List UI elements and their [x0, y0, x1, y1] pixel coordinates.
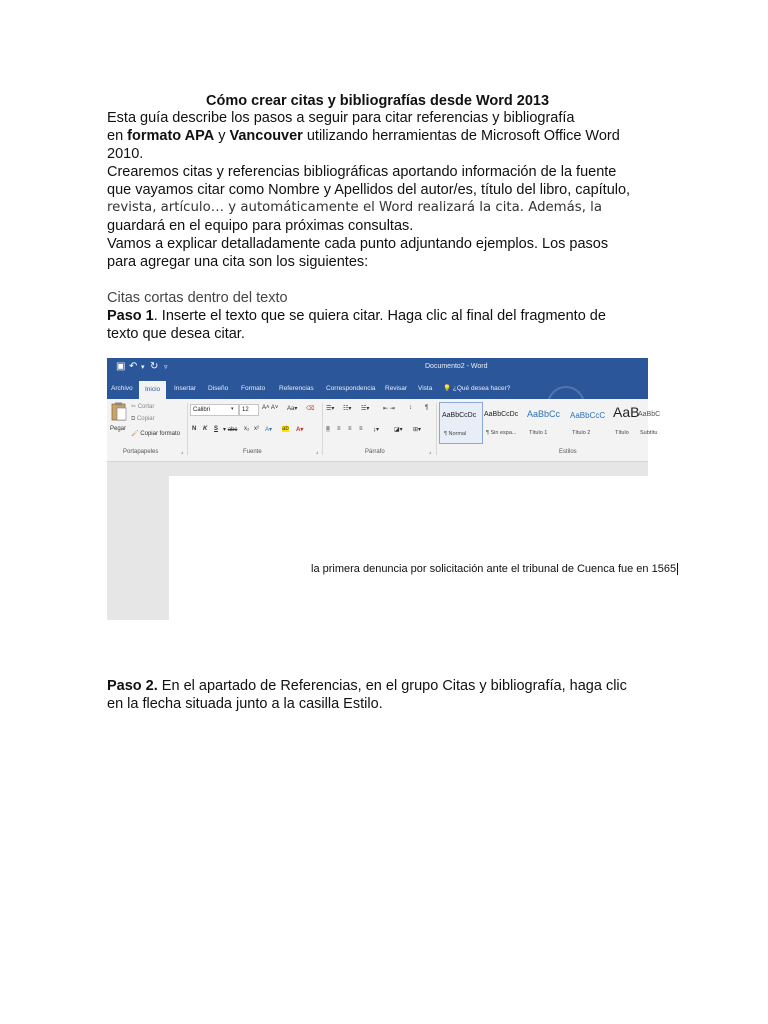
word-titlebar [107, 358, 648, 378]
step1-line-2: texto que desea citar. [107, 326, 245, 342]
paste-button[interactable] [110, 402, 128, 424]
indent-icons[interactable]: ⇤ ⇥ [383, 406, 395, 412]
style-heading-1[interactable]: AaBbCc Título 1 [527, 409, 561, 436]
subheading: Citas cortas dentro del texto [107, 290, 288, 306]
ribbon-tabs [107, 378, 648, 399]
style-no-spacing[interactable]: AaBbCcDc ¶ Sin espa... [484, 411, 519, 436]
style-subtitle[interactable]: AaBbC Subtítu [638, 411, 661, 436]
document-title: Cómo crear citas y bibliografías desde Word 2013 [206, 93, 550, 109]
apa-bold: formato APA [127, 128, 215, 144]
style-title[interactable]: AaB Título [613, 404, 640, 436]
subscript-button[interactable]: x₂ [244, 426, 250, 432]
highlight-icon[interactable]: ab [282, 426, 289, 432]
step1-line-1: Paso 1. Inserte el texto que se quiera citar. Haga clic al final del fragmento de [107, 308, 606, 324]
tab-diseno[interactable]: Diseño [208, 385, 229, 392]
brush-icon: 🖌 [131, 431, 139, 437]
justify-icon[interactable]: ≡ [359, 426, 363, 432]
superscript-button[interactable]: x² [254, 426, 259, 432]
copy-icon: ⧉ [131, 416, 136, 422]
change-case-button[interactable]: Aa▾ [287, 406, 298, 412]
tab-vista[interactable]: Vista [418, 385, 433, 392]
save-icon: ▣ [116, 361, 126, 372]
ribbon [107, 399, 661, 462]
tab-archivo[interactable]: Archivo [111, 385, 133, 392]
tab-correspondencia[interactable]: Correspondencia [326, 385, 376, 392]
separator [187, 403, 188, 455]
undo-dropdown-icon: ▾ [141, 364, 145, 371]
paragraph-launcher-icon[interactable]: ⌟ [429, 449, 432, 455]
vancouver-bold: Vancouver [229, 128, 303, 144]
intro-line-1: Esta guía describe los pasos a seguir para citar referencias y bibliografía [107, 110, 575, 126]
group-estilos: Estilos [559, 449, 577, 455]
clear-format-icon[interactable]: ⌫ [306, 406, 315, 412]
scissors-icon: ✂ [131, 404, 137, 410]
step2-line-1: Paso 2. En el apartado de Referencias, en el grupo Citas y bibliografía, haga clic [107, 678, 627, 694]
sort-icon[interactable]: ↕ [409, 405, 412, 411]
step1-label: Paso 1 [107, 308, 154, 324]
copy-button[interactable]: ⧉ Copiar [131, 416, 155, 422]
para3-line-1: Vamos a explicar detalladamente cada punto adjuntando ejemplos. Los pasos [107, 236, 609, 252]
borders-icon[interactable]: ⊞▾ [413, 427, 422, 433]
para2-line-1: Crearemos citas y referencias bibliográficas aportando información de la fuente [107, 164, 617, 180]
font-color-icon[interactable]: A▾ [296, 427, 304, 433]
document-paper[interactable] [169, 476, 677, 620]
intro-line-3: 2010. [107, 146, 144, 162]
tell-me-box[interactable]: 💡 ¿Qué desea hacer? [443, 385, 511, 392]
align-left-icon[interactable]: ≡ [326, 426, 330, 432]
paste-label[interactable]: Pegar [110, 426, 127, 432]
bold-button[interactable]: N [192, 426, 197, 432]
tab-referencias[interactable]: Referencias [279, 385, 314, 392]
style-heading-2[interactable]: AaBbCcC Título 2 [570, 411, 606, 436]
para3-line-2: para agregar una cita son los siguientes: [107, 254, 369, 270]
font-name-select[interactable]: Calibri [190, 404, 239, 416]
font-launcher-icon[interactable]: ⌟ [316, 449, 319, 455]
separator [436, 403, 437, 455]
customize-toolbar-icon: ▿ [164, 364, 168, 371]
clipboard-launcher-icon[interactable]: ⌟ [181, 449, 184, 455]
paste-icon [110, 402, 128, 424]
para2-line-4: guardará en el equipo para próximas consultas. [107, 218, 414, 234]
step2-line-2: en la flecha situada junto a la casilla Estilo. [107, 696, 383, 712]
tab-formato[interactable]: Formato [241, 385, 266, 392]
shading-icon[interactable]: ◪▾ [394, 427, 403, 433]
italic-button[interactable]: K [203, 426, 208, 432]
para2-line-2: que vayamos citar como Nombre y Apellidos del autor/es, título del libro, capítulo, [107, 182, 631, 198]
multilevel-list-icon[interactable]: ☱▾ [361, 406, 370, 412]
font-size-select[interactable]: 12 [239, 404, 259, 416]
bullets-icon[interactable]: ☰▾ [326, 406, 335, 412]
group-fuente: Fuente [243, 449, 262, 455]
cut-button[interactable]: ✂ Cortar [131, 404, 155, 410]
text-effects-icon[interactable]: A▾ [265, 427, 273, 433]
document-text: la primera denuncia por solicitación ante el tribunal de Cuenca fue en 1565 [311, 563, 677, 575]
undo-icon: ↶ [129, 361, 138, 372]
grow-font-button[interactable]: A˄ A˅ [262, 405, 279, 411]
redo-icon: ↻ [150, 361, 159, 372]
group-parrafo: Párrafo [365, 449, 385, 455]
format-painter-button[interactable]: 🖌 Copiar formato [131, 431, 180, 437]
style-normal[interactable]: AaBbCcDc ¶ Normal [439, 402, 483, 444]
align-right-icon[interactable]: ≡ [348, 426, 352, 432]
numbering-icon[interactable]: ☷▾ [343, 406, 352, 412]
tab-revisar[interactable]: Revisar [385, 385, 408, 392]
window-title: Documento2 - Word [425, 363, 488, 370]
strikethrough-button[interactable]: ▾ abc [223, 427, 238, 433]
step2-label: Paso 2. [107, 678, 158, 694]
para2-line-3: revista, artículo… y automáticamente el Word realizará la cita. Además, la [107, 200, 603, 215]
text-cursor [677, 563, 678, 575]
line-spacing-icon[interactable]: ↨▾ [373, 427, 380, 433]
pilcrow-icon[interactable]: ¶ [425, 405, 429, 411]
font-dropdown-icon: ▾ [231, 406, 234, 412]
intro-line-2: en formato APA y Vancouver utilizando herramientas de Microsoft Office Word [107, 128, 620, 144]
lightbulb-icon: 💡 [443, 385, 452, 392]
separator [322, 403, 323, 455]
tab-insertar[interactable]: Insertar [174, 385, 197, 392]
underline-button[interactable]: S [214, 426, 219, 432]
word-screenshot [107, 358, 677, 620]
group-portapapeles: Portapapeles [123, 449, 159, 455]
align-center-icon[interactable]: ≡ [337, 426, 341, 432]
tab-inicio[interactable]: Inicio [139, 381, 166, 399]
